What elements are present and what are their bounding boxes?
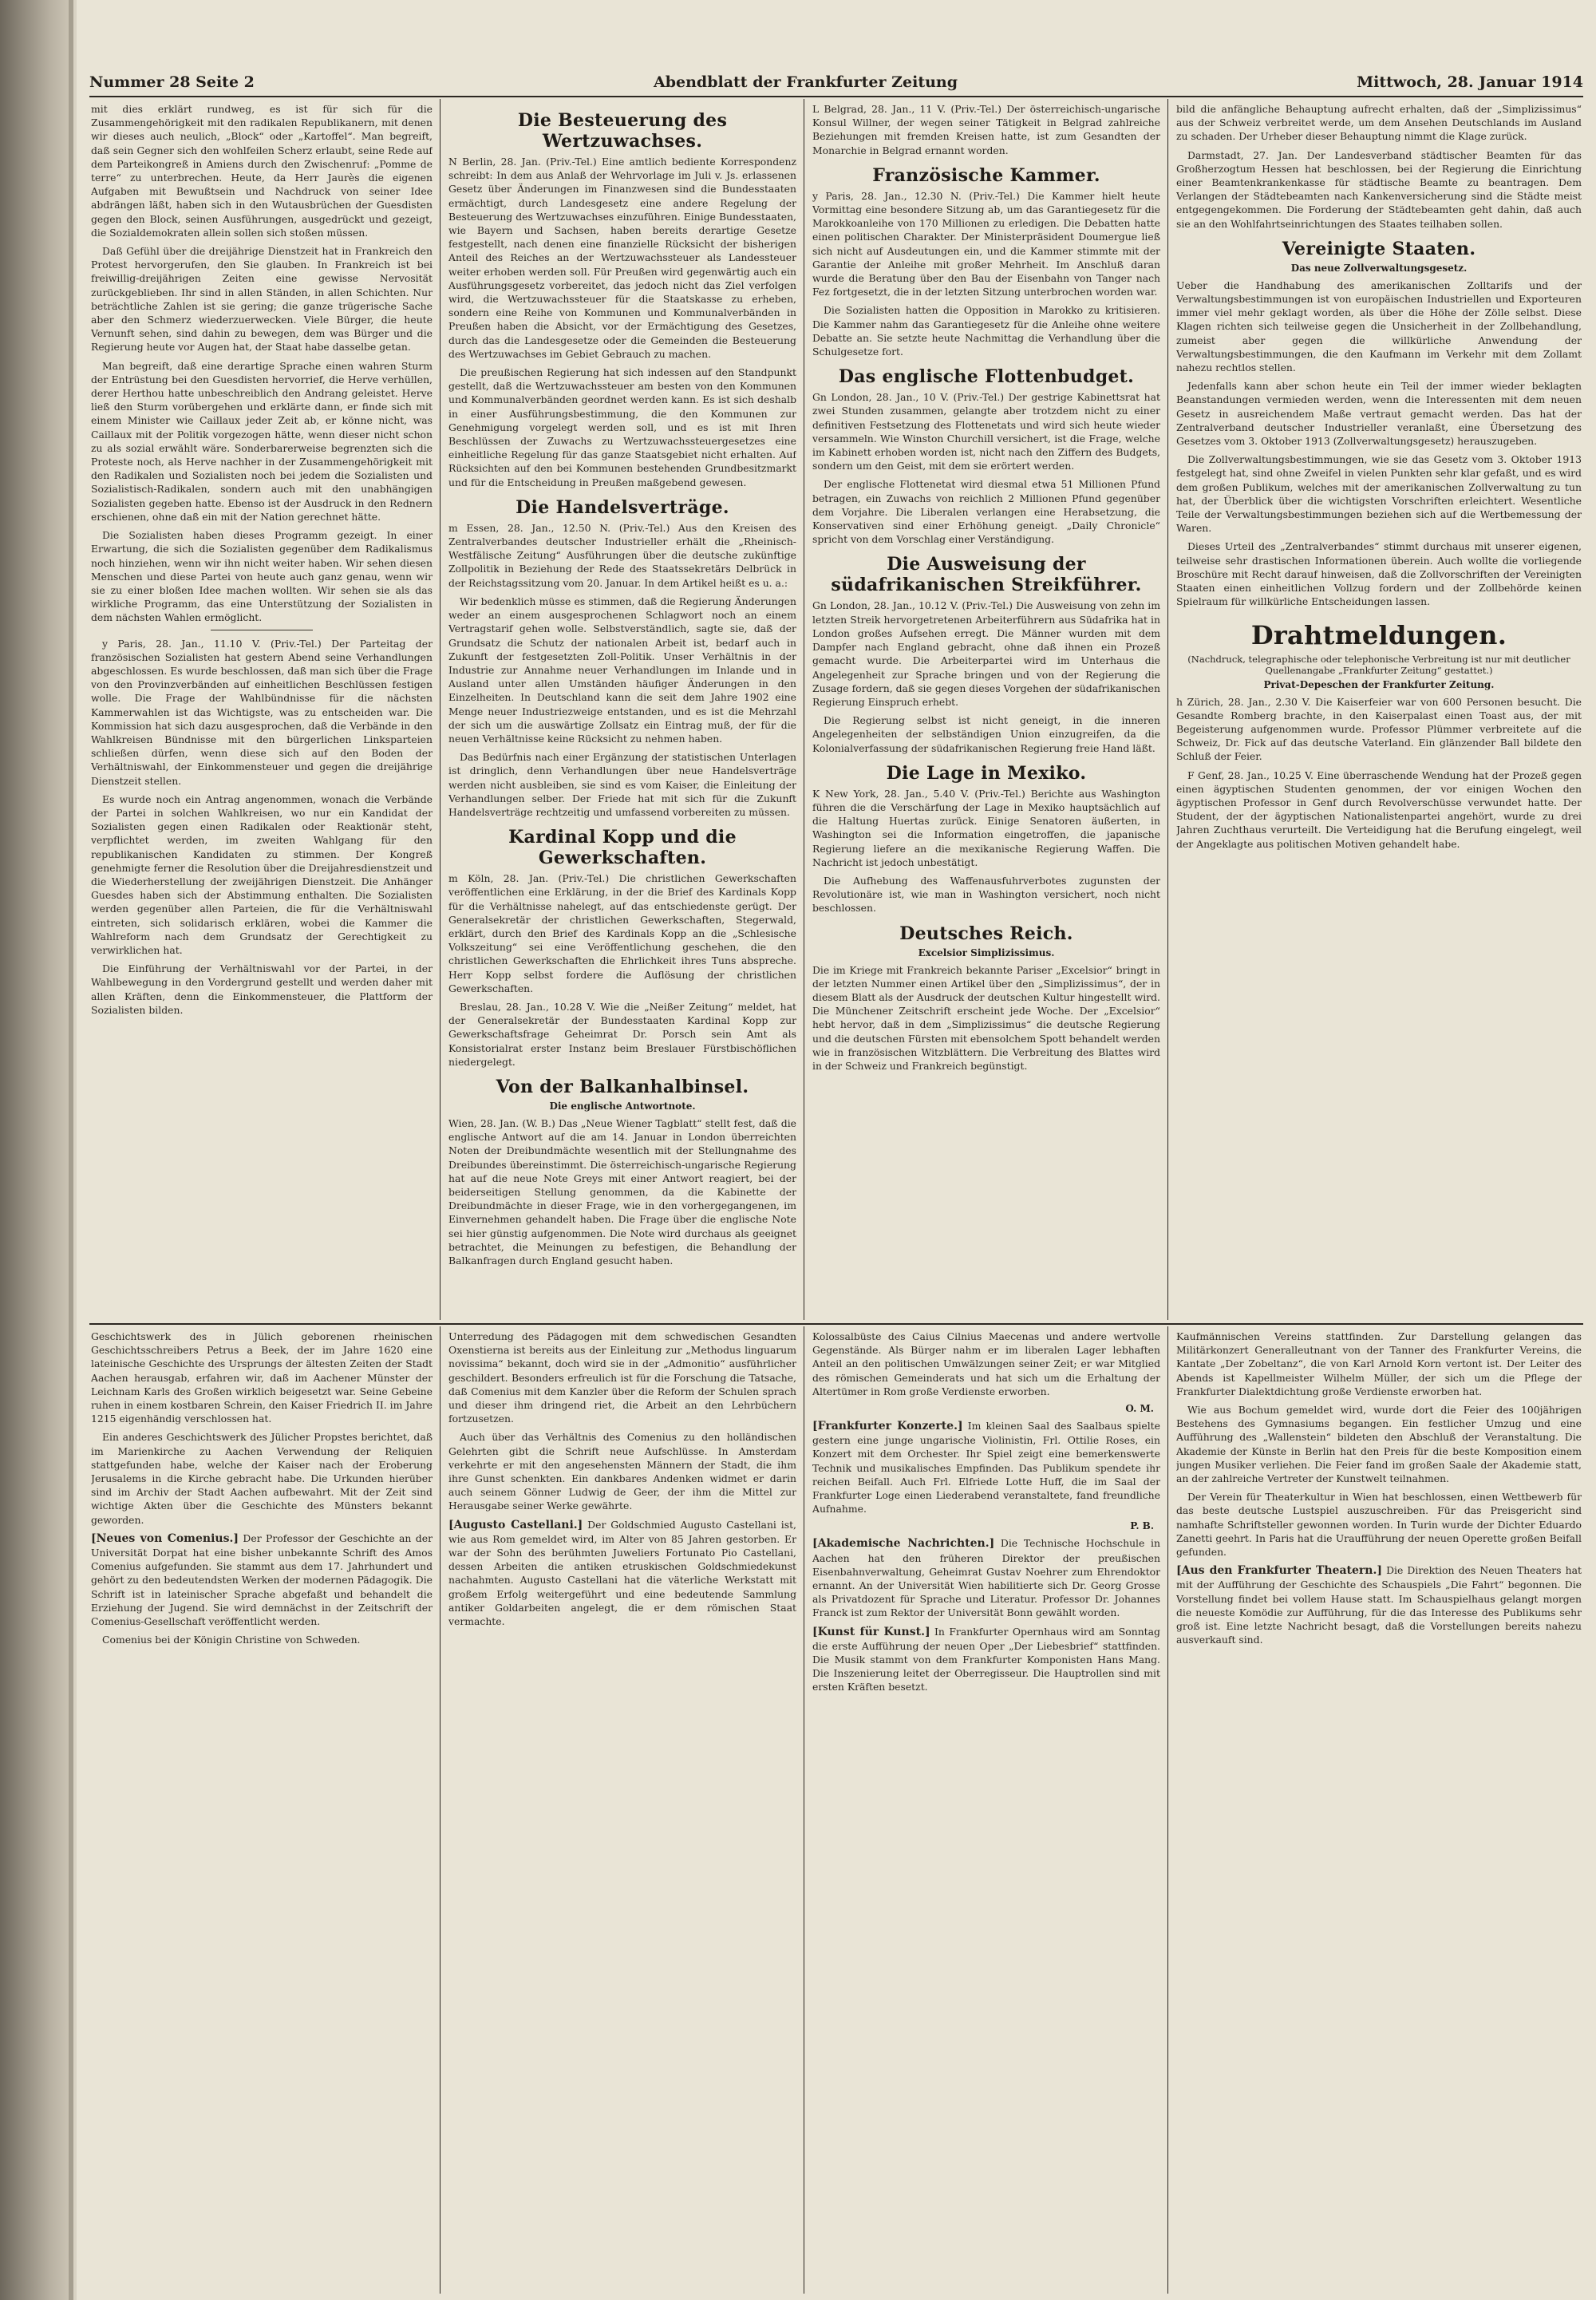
paragraph-text: In Frankfurter Opernhaus wird am Sonntag die erste Aufführung der neuen Oper „Der Liebesbrief“ stattfinden. Die Musik stammt von dem Frankfurter Komponisten Hans Mang. Die Inszenierung leitet der Oberregisseur. Die Hauptrollen sind mit ersten Kräften besetzt. xyxy=(812,1625,1160,1693)
column-divider xyxy=(1167,99,1168,1320)
subheadline: Excelsior Simplizissimus. xyxy=(918,946,1055,958)
book-binding xyxy=(0,0,73,2300)
article-paragraph: bild die anfängliche Behauptung aufrecht erhalten, daß der „Simplizissimus“ aus der Schweiz verbreitet werde, um dem Ansehen Deutschlands im Ausland zu schaden. Der Urheber dieser Behauptung nimmt die Klage zurück. xyxy=(1176,103,1582,143)
headline-flottenbudget: Das englische Flottenbudget. xyxy=(838,366,1135,388)
spine-edge xyxy=(69,0,73,2300)
article-paragraph xyxy=(448,1518,796,1629)
section-title: [Augusto Castellani.] xyxy=(448,1518,583,1531)
article-paragraph: m Köln, 28. Jan. (Priv.-Tel.) Die christlichen Gewerkschaften veröffentlichen eine Erklärung, in der die Brief des Kardinals Kopp für die Verhältnisse nahelegt, auf das entschiedenste gerügt. Der Generalsekretär der christlichen Gewerkschaften, Stegerwald, erklärt, durch den Brief des Kardinals Kopp an die „Schlesische Volkszeitung“ sei eine Veröffentlichung geschehen, die den christlichen Gewerkschaften die Ehrlichkeit ihres Tuns abspreche. Herr Kopp selbst fordere die Auflösung der christlichen Gewerkschaften. xyxy=(448,872,796,994)
article-paragraph: Die Sozialisten haben dieses Programm gezeigt. In einer Erwartung, die sich die Sozialisten gegenüber dem Radikalismus noch hinziehen, wenn wir ihn nicht weiter haben. Wir sehen diesen Menschen und diese Partei von heute auch ganz genau, wenn wir sie zu einer bloßen Idee machen wollten. Wir sehen sie als das wirkliche Programm, das eine Unterstützung der Sozialisten in dem nächsten Wahlen ermöglicht. xyxy=(91,529,433,624)
article-paragraph: Die preußischen Regierung hat sich indessen auf den Standpunkt gestellt, daß die Wertzuwachssteuer am besten von den Kommunen und Kommunalverbänden geordnet werden kann. Es ist sich deshalb in einer Ausführungsbestimmung, die den Kommunen zur Genehmigung vorgelegt werden soll, und es ist mit Ihren Beschlüssen der Zuwachs zu Wertzuwachssteuergesetzes eine einheitliche Regelung für das ganze Staatsgebiet nicht erhalten. Auf Rücksichten auf den bei Kommunen bestehenden Grundbesitzmarkt und für die Entscheidung in Preußen maßgebend gewesen. xyxy=(448,366,796,488)
column-3 xyxy=(812,102,1160,1318)
column-2 xyxy=(448,102,796,1318)
paragraph-text: Die Technische Hochschule in Aachen hat den früheren Direktor der preußischen Eisenbahnverwaltung, Geheimrat Gustav Noehrer zum Ehrendoktor ernannt. An der Universität Wien habilitierte sich Dr. Georg Grosse als Privatdozent für Sprache und Literatur. Professor Dr. Johannes Franck ist zum Rektor der Universität Bonn gewählt worden. xyxy=(812,1537,1160,1619)
subheadline: Privat-Depeschen der Frankfurter Zeitung. xyxy=(1263,678,1495,690)
article-paragraph: Die Aufhebung des Waffenausfuhrverbotes zugunsten der Revolutionäre ist, wie man in Washington versichert, noch nicht beschlossen. xyxy=(812,874,1160,915)
article-paragraph: Geschichtswerk des in Jülich geborenen rheinischen Geschichtsschreibers Petrus a Beek, der im Jahre 1620 eine lateinische Geschichte des Ursprungs der ältesten Zeiten der Stadt Aachen herausgab, erfahren wir, daß im Aachener Münster der Leichnam Karls des Großen wirklich beigesetzt war. Seine Gebeine ruhen in einem kostbaren Schrein, den Kaiser Friedrich II. im Jahre 1215 eigenhändig verschlossen hat. xyxy=(91,1330,433,1425)
article-paragraph: mit dies erklärt rundweg, es ist für sich für die Zusammengehörigkeit mit den radikalen Republikanern, mit denen wir dieses auch neulich, „Block“ oder „Kartoffel“. Man begreift, daß sein Gegner sich den wohlfeilen Scherz erlaubt, seine Rede auf dem Parteikongreß in Amiens durch den Zwischenruf: „Pomme de terre“ zu unterbrechen. Heute, da Herr Jaurès die eigenen Aufgaben mit Bewußtsein und Nachdruck von seiner Idee abdrängen läßt, haben sich in den Wutausbrüchen der Guesdisten gegen den Block, seinen Ausführungen, ausgedrückt und gezeigt, die Sozialdemokraten allein sollen sich stoßen müssen. xyxy=(91,103,433,239)
article-paragraph: F Genf, 28. Jan., 10.25 V. Eine überraschende Wendung hat der Prozeß gegen einen ägyptischen Studenten genommen, der vor einigen Wochen den ägyptischen Professor in Genf durch Revolverschüsse verwundet hatte. Der Student, der der ägyptischen Nationalistenpartei angehört, wurde zu drei Jahren Zuchthaus verurteilt. Die Verteidigung hat die Berufung eingelegt, weil der Angeklagte aus politischen Motiven gehandelt habe. xyxy=(1176,769,1582,850)
article-paragraph: L Belgrad, 28. Jan., 11 V. (Priv.-Tel.) Der österreichisch-ungarische Konsul Willner, der wegen seiner Tätigkeit in Belgrad zahlreiche Beziehungen mit fremden Kreisen hatte, ist zum Gesandten der Monarchie in Belgrad ernannt worden. xyxy=(812,103,1160,156)
article-paragraph: Auch über das Verhältnis des Comenius zu den holländischen Gelehrten gibt die Schrift neue Aufschlüsse. In Amsterdam verkehrte er mit den angesehensten Männern der Stadt, die ihm ihre Gunst schenkten. Ein dankbares Andenken widmet er darin auch seinem Gönner Ludwig de Geer, der ihm die Mittel zur Herausgabe seiner Werke gewährte. xyxy=(448,1431,796,1512)
feuilleton-rule xyxy=(89,1323,1583,1325)
article-paragraph: Jedenfalls kann aber schon heute ein Teil der immer wieder beklagten Beanstandungen vermieden werden, wenn die Interessenten mit dem neuen Gesetz in ausreichendem Maße vertraut gemacht werden. Das hat der Zentralverband deutscher Industrieller veranlaßt, eine Übersetzung des Gesetzes vom 3. Oktober 1913 (Zollverwaltungsgesetz) herauszugeben. xyxy=(1176,380,1582,448)
article-paragraph: Der Verein für Theaterkultur in Wien hat beschlossen, einen Wettbewerb für das beste deutsche Lustspiel auszuschreiben. Für das Preisgericht sind namhafte Schriftsteller gewonnen worden. In Turin wurde der Dichter Eduardo Zanetti geehrt. In Paris hat die Uraufführung der neuen Operette großen Beifall gefunden. xyxy=(1176,1491,1582,1559)
paragraph-text: Im kleinen Saal des Saalbaus spielte gestern eine junge ungarische Violinistin, Frl. Ottilie Roses, ein Konzert mit dem Orchester. Ihr Spiel zeigt eine bemerkenswerte Technik und musikalisches Empfinden. Das Publikum spendete ihr reichen Beifall. Auch Frl. Elfriede Lotte Huff, die im Saal der Frankfurter Loge einen Liederabend veranstaltete, fand freundliche Aufnahme. xyxy=(812,1420,1160,1516)
article-paragraph: y Paris, 28. Jan., 11.10 V. (Priv.-Tel.) Der Parteitag der französischen Sozialisten hat gestern Abend seine Verhandlungen abgeschlossen. Es wurde beschlossen, daß man sich über die Frage von den Provinzverbänden auf einheitlichen Beschlüssen festigen wolle. Die Frage der Wahlbündnisse für die nächsten Kammerwahlen ist das Wichtigste, was zu entscheiden war. Die Kommission hat sich dazu ausgesprochen, daß die Verbände in den Wahlkreisen Bündnisse mit den bürgerlichen Linksparteien schließen dürfen, wenn diese sich auf den Boden der Verhältniswahl, der Einkommensteuer und gegen die dreijährige Dienstzeit stellen. xyxy=(91,637,433,787)
article-paragraph xyxy=(812,1625,1160,1694)
article-paragraph: Wir bedenklich müsse es stimmen, daß die Regierung Änderungen weder an einem ausgesprochenen Schlagwort noch an einem Vertragstarif gehen wolle. Selbstverständlich, sagte sie, daß der Grundsatz die Schutz der nationalen Arbeit ist, bedarf auch in Zukunft der festgesetzten Zoll-Politik. Unser Verhältnis in der Industrie zur Annahme neuer Verhandlungen im Inlande und in Ausland unter allen Umständen häufiger Änderungen in den Einzelheiten. In Deutschland kann die seit dem Jahre 1902 eine Menge neuer Industriezweige entstanden, und es ist die Mehrzahl der sich um die auswärtige Zollsatz ein Eintrag muß, der für die neuen Verhältnisse keine Rücksicht zu nehmen haben. xyxy=(448,595,796,745)
headline-vereinigte-staaten: Vereinigte Staaten. xyxy=(1282,238,1476,259)
article-paragraph: Man begreift, daß eine derartige Sprache einen wahren Sturm der Entrüstung bei den Guesdisten hervorrief, die Herve verhüllen, derer Herthou hatte unbeschreiblich den Andrang geleistet. Herve ließ den Sturm vorübergehen und erklärte dann, er finde sich mit einem Minister wie Caillaux jeder Zeit ab, er könne nicht, was Caillaux mit der Politik vorgezogen hätte, wenn dieser nicht schon zu als sozial erwählt wäre. Sonderbarerweise begrenzten sich die Proteste noch, als Herve nachher in der Zusammengehörigkeit mit den Radikalen und Sozialisten noch bei jedem die Sozialisten und Sozialistisch-Radikalen, sondern auch mit den unabhängigen Sozialisten gegeben hatte. Ebenso ist der Ausdruck in den Rednern erschienen, ohne daß ein mit der Nation gerechnet hätte. xyxy=(91,359,433,523)
article-paragraph: Wien, 28. Jan. (W. B.) Das „Neue Wiener Tagblatt“ stellt fest, daß die englische Antwort auf die am 14. Januar in London überreichten Noten der Dreibundmächte wesentlich mit der Stellungnahme des Dreibundes übereinstimmt. Die österreichisch-ungarische Regierung hat auf die neue Note Greys mit einer Antwort reagiert, bei der beiderseitigen Stellung genommen, da die Kabinette der Dreibundmächte in dieser Frage, wie in den vorhergegangenen, im Einvernehmen gehandelt haben. Die Frage über die englische Note sei hier günstig aufgenommen. Die Note wird durchaus als geeignet betrachtet, die Meinungen zu befestigen, die Behandlung der Balkanfragen durch England gesucht haben. xyxy=(448,1116,796,1267)
feuilleton-column-4 xyxy=(1176,1330,1582,2292)
author-signature: O. M. xyxy=(1125,1403,1154,1415)
article-paragraph: Breslau, 28. Jan., 10.28 V. Wie die „Neißer Zeitung“ meldet, hat der Generalsekretär der Bundesstaaten Kardinal Kopp zur Gewerkschaftsfrage Geheimrat Dr. Porsch sein Amt als Konsistorialrat erster Instanz beim Breslauer Fürstbischöflichen niedergelegt. xyxy=(448,1000,796,1068)
article-paragraph: Die Sozialisten hatten die Opposition in Marokko zu kritisieren. Die Kammer nahm das Garantiegesetz für die Anleihe ohne weitere Debatte an. Sie setzte heute Nachmittag die Verhandlung über die Schulgesetze fort. xyxy=(812,304,1160,358)
article-paragraph xyxy=(91,1531,433,1628)
column-divider xyxy=(1167,1326,1168,2294)
article-paragraph: Comenius bei der Königin Christine von Schweden. xyxy=(102,1634,361,1646)
headline-franzoesische-kammer: Französische Kammer. xyxy=(872,164,1100,186)
section-title: [Aus den Frankfurter Theatern.] xyxy=(1176,1564,1382,1578)
paragraph-text: Die Direktion des Neuen Theaters hat mit der Aufführung der Geschichte des Schauspiels „Die Fahrt“ begonnen. Die Vorstellung findet bei vollem Hause statt. Im Schauspielhaus gelangt morgen die neueste Komödie zur Aufführung, für die das Interesse des Publikums sehr groß ist. Eine letzte Nachricht besagt, daß die Vorstellungen bereits nahezu ausverkauft sind. xyxy=(1176,1564,1582,1646)
article-paragraph: Ein anderes Geschichtswerk des Jülicher Propstes berichtet, daß im Marienkirche zu Aachen Verwendung der Reliquien stattgefunden habe, welche der Kaiser nach der Eroberung Jerusalems in die Kirche gebracht habe. Die Urkunden hierüber sind im Archiv der Stadt Aachen aufbewahrt. Mit der Zeit sind wichtige Akten über die Geschichte des Münsters bekannt geworden. xyxy=(91,1431,433,1526)
article-paragraph: K New York, 28. Jan., 5.40 V. (Priv.-Tel.) Berichte aus Washington führen die die Verschärfung der Lage in Mexiko hauptsächlich auf die Haltung Huertas zurück. Einige Senatoren äußerten, in Washington sei die Information eingetroffen, die japanische Regierung liefere an die mexikanische Regierung Waffen. Die Nachricht ist jedoch unbestätigt. xyxy=(812,787,1160,868)
article-paragraph xyxy=(812,1536,1160,1619)
article-paragraph: Gn London, 28. Jan., 10 V. (Priv.-Tel.) Der gestrige Kabinettsrat hat zwei Stunden zusammen, gelangte aber trotzdem nicht zu einer definitiven Festsetzung des Flottenetats und wird sich heute wieder versammeln. Wie Winston Churchill versichert, ist die Frage, welche im Kabinett erhoben worden ist, nicht nach den Ziffern des Budgets, sondern um den Geist, mit dem sie erörtert werden. xyxy=(812,391,1160,472)
section-title: [Frankfurter Konzerte.] xyxy=(812,1420,963,1433)
subheadline: Die englische Antwortnote. xyxy=(549,1100,696,1112)
article-paragraph: Kolossalbüste des Caius Cilnius Maecenas und andere wertvolle Gegenstände. Als Bürger nahm er im liberalen Lager lebhaften Anteil an den politischen Umwälzungen seiner Zeit; er war Mitglied des römischen Gemeinderats und hat sich um die Erhaltung der Altertümer in Rom große Verdienste erworben. xyxy=(812,1330,1160,1397)
issue-number: Nummer 28 Seite 2 xyxy=(89,73,255,91)
article-paragraph: Dieses Urteil des „Zentralverbandes“ stimmt durchaus mit unserer eigenen, teilweise sehr drastischen Informationen überein. Auch wollte die vorliegende Broschüre mit Recht darauf hinweisen, daß die Zollvorschriften der Vereinigten Staaten einen einheitlichen Vollzug fordern und der Zollbehörde keinen Spielraum für willkürliche Entscheidungen lassen. xyxy=(1176,540,1582,608)
reprint-notice: (Nachdruck, telegraphische oder telephonische Verbreitung ist nur mit deutlicher Quellenangabe „Frankfurter Zeitung“ gestattet.) xyxy=(1187,653,1570,676)
article-paragraph xyxy=(812,1419,1160,1516)
paragraph-text: Der Goldschmied Augusto Castellani ist, wie aus Rom gemeldet wird, im Alter von 85 Jahren gestorben. Er war der Sohn des berühmten Juweliers Fortunato Pio Castellani, dessen Arbeiten die antiken etruskischen Goldschmiedekunst nachahmten. Augusto Castellani hat die väterliche Werkstatt mit großem Erfolg weitergeführt und eine bedeutende Sammlung antiker Goldarbeiten angelegt, die er dem römischen Staat vermachte. xyxy=(448,1518,796,1628)
headline-wertzuwachs: Die Besteuerung des Wertzuwachses. xyxy=(517,110,728,152)
paper-title: Abendblatt der Frankfurter Zeitung xyxy=(654,73,958,91)
article-paragraph xyxy=(1176,1563,1582,1646)
masthead-rule xyxy=(89,96,1583,97)
article-paragraph: Es wurde noch ein Antrag angenommen, wonach die Verbände der Partei in solchen Wahlkreisen, wo nur ein Kandidat der Sozialisten gegen einen Radikalen oder Reaktionär steht, verpflichtet werden, im zweiten Wahlgang für den republikanischen Kandidaten zu stimmen. Der Kongreß genehmigte ferner die Resolution über die Dreijahresdienstzeit und die Wiederherstellung der zweijährigen Dienstzeit. Die Anhänger Guesdes haben sich der Abstimmung enthalten. Die Sozialisten werden gegenüber allen Parteien, die für die Verhältniswahl eintreten, sich solidarisch erklären, wobei die Kammer die Wahlreform nach dem Grundsatz der Gerechtigkeit zu verwirklichen hat. xyxy=(91,792,433,956)
article-paragraph: m Essen, 28. Jan., 12.50 N. (Priv.-Tel.) Aus den Kreisen des Zentralverbandes deutscher Industrieller erhält die „Rheinisch-Westfälische Zeitung“ Ausführungen über die deutsche zukünftige Zollpolitik in Beziehung der Rede des Staatssekretärs Delbrück in der Reichstagssitzung vom 20. Januar. In dem Artikel heißt es u. a.: xyxy=(448,521,796,589)
article-paragraph: Das Bedürfnis nach einer Ergänzung der statistischen Unterlagen ist dringlich, denn Verhandlungen über neue Handelsverträge werden nicht ausbleiben, sie sind es vom Kaiser, die Einleitung der Verhandlungen selber. Der Friede hat mit sich für die Zukunft Handelsverträge rechtzeitig und umfassend vorbereiten zu müssen. xyxy=(448,751,796,818)
feuilleton-column-3 xyxy=(812,1330,1160,2292)
headline-mexiko: Die Lage in Mexiko. xyxy=(886,762,1087,784)
article-paragraph: Die Einführung der Verhältniswahl vor der Partei, in der Wahlbewegung in den Vordergrund gestellt und werden daher mit allen Kräften, denn die Einkommensteuer, die Plattform der Sozialisten bilden. xyxy=(91,962,433,1016)
page-inner xyxy=(77,0,1596,2300)
headline-handelsvertraege: Die Handelsverträge. xyxy=(516,496,729,518)
headline-balkanhalbinsel: Von der Balkanhalbinsel. xyxy=(496,1076,749,1097)
article-paragraph: Wie aus Bochum gemeldet wird, wurde dort die Feier des 100jährigen Bestehens des Gymnasiums begangen. Ein festlicher Umzug und eine Aufführung des „Wallenstein“ bildeten den Abschluß der Veranstaltung. Die Akademie der Künste in Berlin hat den Preis für die beste Komposition einem jungen Musiker verliehen. Die Feier fand im großen Saale der Akademie statt, an der zahlreiche Vertreter der Kunstwelt teilnahmen. xyxy=(1176,1404,1582,1485)
headline-streikfuehrer: Die Ausweisung der südafrikanischen Streikführer. xyxy=(831,554,1142,596)
column-1 xyxy=(91,102,433,1318)
headline-drahtmeldungen: Drahtmeldungen. xyxy=(1250,619,1507,650)
article-paragraph: Daß Gefühl über die dreijährige Dienstzeit hat in Frankreich den Protest hervorgerufen, den Sie glauben. In Frankreich ist bei freiwillig-dreijährigen Zeiten eine gewisse Nervosität zurückgeblieben. Ihr sind in allen Ständen, in allen Schichten. Nur beträchtliche Zahlen ist sie gering; die ganze trügerische Sache aber den Schmerz wiederzuerwecken. Viele Bürger, die heute Vernunft sehen, sind dahin zu bewegen, dem was Bürger und die Regierung heute vor Augen hat, der Staat habe dasselbe getan. xyxy=(91,245,433,354)
feuilleton-column-1 xyxy=(91,1330,433,2292)
article-paragraph: Darmstadt, 27. Jan. Der Landesverband städtischer Beamten für das Großherzogtum Hessen hat beschlossen, bei der Regierung die Einrichtung einer Beamtenkrankenkasse für städtische Beamte zu beantragen. Dem Verlangen der Städtebeamten nach Kankenversicherung sind die Städte meist entgegengekommen. Die Forderung der Städtebeamten geht dahin, daß auch sie an den Wohlfahrtseinrichtungen des Staates teilhaben sollen. xyxy=(1176,148,1582,230)
article-paragraph: Die im Kriege mit Frankreich bekannte Pariser „Excelsior“ bringt in der letzten Nummer einen Artikel über den „Simplizissimus“, der in diesem Blatt als der Ausdruck der deutschen Kultur hingestellt wird. Die Münchener Zeitschrift erscheint jede Woche. Der „Excelsior“ hebt hervor, daß in dem „Simplizissimus“ die deutsche Regierung und die deutschen Fürsten mit ebensolchem Spott behandelt werden wie in französischen Witzblättern. Die Verbreitung des Blattes wird in der Schweiz und Frankreich begünstigt. xyxy=(812,963,1160,1072)
feuilleton-column-2 xyxy=(448,1330,796,2292)
section-title: [Akademische Nachrichten.] xyxy=(812,1537,995,1551)
author-signature: P. B. xyxy=(1130,1520,1154,1532)
article-paragraph: Ueber die Handhabung des amerikanischen Zolltarifs und der Verwaltungsbestimmungen ist von europäischen Industriellen und Exporteuren immer viel mehr geklagt worden, als über die Höhe der Zölle selbst. Diese Klagen richten sich teilweise gegen die Unsicherheit in der Zollbehandlung, zumeist aber gegen die willkürliche Anwendung der Verwaltungsbestimmungen, die den Kaufmann im Verkehr mit dem Zollamt nahezu rechtlos stellen. xyxy=(1176,279,1582,374)
article-paragraph: Gn London, 28. Jan., 10.12 V. (Priv.-Tel.) Die Ausweisung von zehn im letzten Streik hervorgetretenen Arbeiterführern aus Südafrika hat in London großes Aufsehen erregt. Die Männer wurden mit dem Dampfer nach England gebracht, ohne daß ihnen ein Prozeß gemacht wurde. Die Arbeiterpartei wird im Unterhaus die Angelegenheit zur Sprache bringen und von der Regierung die Zusage fordern, daß sie gegen dieses Vorgehen der südafrikanischen Regierung Einspruch erhebt. xyxy=(812,599,1160,708)
article-paragraph: Die Zollverwaltungsbestimmungen, wie sie das Gesetz vom 3. Oktober 1913 festgelegt hat, sind ohne Zweifel in vielen Punkten sehr klar gefaßt, und es wird dem großen Publikum, welches mit der amerikanischen Zollverwaltung zu tun hat, der Überblick über die wichtigsten Vorschriften erleichtert. Wesentliche Teile der Verwaltungsbestimmungen beziehen sich auf die Wertbemessung der Waren. xyxy=(1176,453,1582,535)
headline-kardinal-kopp: Kardinal Kopp und die Gewerkschaften. xyxy=(508,827,737,869)
headline-deutsches-reich: Deutsches Reich. xyxy=(899,923,1073,944)
section-title: [Kunst für Kunst.] xyxy=(812,1625,930,1638)
article-paragraph: Unterredung des Pädagogen mit dem schwedischen Gesandten Oxenstierna ist bereits aus der Einleitung zur „Methodus linguarum novissima“ bekannt, doch wird sie in der „Admonitio“ ausführlicher geschildert. Besonders erfreulich ist für die Forschung die Tatsache, daß Comenius mit dem Kanzler über die Reform der Schulen sprach und dieser ihm dringend riet, die Arbeit an den Lehrbüchern fortzusetzen. xyxy=(448,1330,796,1425)
paragraph-text: Der Professor der Geschichte an der Universität Dorpat hat eine bisher unbekannte Schrift des Amos Comenius aufgefunden. Sie stammt aus dem 17. Jahrhundert und gehört zu den bedeutendsten Werken der modernen Pädagogik. Die Schrift ist in lateinischer Sprache abgefaßt und behandelt die Erziehung der Jugend. Sie wird demnächst in der Zeitschrift der Comenius-Gesellschaft veröffentlicht werden. xyxy=(91,1531,433,1628)
article-paragraph: y Paris, 28. Jan., 12.30 N. (Priv.-Tel.) Die Kammer hielt heute Vormittag eine besondere Sitzung ab, um das Garantiegesetz für die Marokkoanleihe von 170 Millionen zu erledigen. Die Debatten hatte einen politischen Charakter. Der Ministerpräsident Doumergue ließ sich nicht auf Ausdeutungen ein, und die Kammer stimmte mit der Garantie der Anleihe mit großer Mehrheit. Im Anschluß daran wurde die Beratung über den Bau der Eisenbahn von Tanger nach Fez fortgesetzt, die in der letzten Sitzung unterbrochen worden war. xyxy=(812,189,1160,298)
issue-date: Mittwoch, 28. Januar 1914 xyxy=(1357,73,1583,91)
masthead xyxy=(89,70,1583,94)
article-paragraph: Die Regierung selbst ist nicht geneigt, in die inneren Angelegenheiten der selbständigen Union einzugreifen, da die Kolonialverfassung der südafrikanischen Regierung freie Hand läßt. xyxy=(812,714,1160,754)
subheadline: Das neue Zollverwaltungsgesetz. xyxy=(1290,262,1468,274)
article-paragraph: h Zürich, 28. Jan., 2.30 V. Die Kaiserfeier war von 600 Personen besucht. Die Gesandte Romberg brachte, in den Kaiserpalast einen Toast aus, der mit Begeisterung aufgenommen wurde. Professor Plümmer verbreitete auf die Schweiz, Dr. Fick auf das deutsche Vaterland. Ein glänzender Ball bildete den Schluß der Feier. xyxy=(1176,695,1582,763)
article-paragraph: N Berlin, 28. Jan. (Priv.-Tel.) Eine amtlich bediente Korrespondenz schreibt: In dem aus Anlaß der Wehrvorlage im Juli v. Js. erlassenen Gesetz über Änderungen im Finanzwesen sind die Bundesstaaten ermächtigt, durch Landesgesetz eine andere Regelung der Besteuerung des Wertzuwachses einzuführen. Einige Bundesstaaten, wie Bayern und Sachsen, haben bereits derartige Gesetze festgestellt, nach denen eine finanzielle Rücksicht der bisherigen Anteil des Reiches an der Wertzuwachssteuer als Landessteuer weiter erhoben werden soll. Für Preußen wird gegenwärtig auch ein Ausführungsgesetz vorbereitet, das jedoch nicht das Ziel verfolgen wird, die Wertzuwachssteuer für die Staatskasse zu erheben, sondern eine Reihe von Kommunen und Kommunalverbänden in Preußen haben die Absicht, vor der Ermächtigung des Gesetzes, durch das die Landesgesetze oder die Gemeinden die Besteuerung des Wertzuwachses im Gebiet Gebrauch zu machen. xyxy=(448,156,796,360)
column-4 xyxy=(1176,102,1582,1318)
article-paragraph: Kaufmännischen Vereins stattfinden. Zur Darstellung gelangen das Militärkonzert Generalleutnant von der Tanner des Frankfurter Vereins, die Kantate „Der Zobeltanz“, die von Karl Arnold Korn vertont ist. Der Leiter des Abends ist Kapellmeister Wilhelm Müller, der sich um die Pflege der Frankfurter Dialektdichtung große Verdienste erworben hat. xyxy=(1176,1330,1582,1397)
section-title: [Neues von Comenius.] xyxy=(91,1531,239,1545)
article-paragraph: Der englische Flottenetat wird diesmal etwa 51 Millionen Pfund betragen, ein Zuwachs von reichlich 2 Millionen Pfund gegenüber dem Vorjahre. Die Liberalen verlangen eine Herabsetzung, die Konservativen sind einer Erhöhung geneigt. „Daily Chronicle“ spricht von dem Vorschlag einer Verständigung. xyxy=(812,478,1160,546)
newspaper-page xyxy=(77,0,1596,2300)
